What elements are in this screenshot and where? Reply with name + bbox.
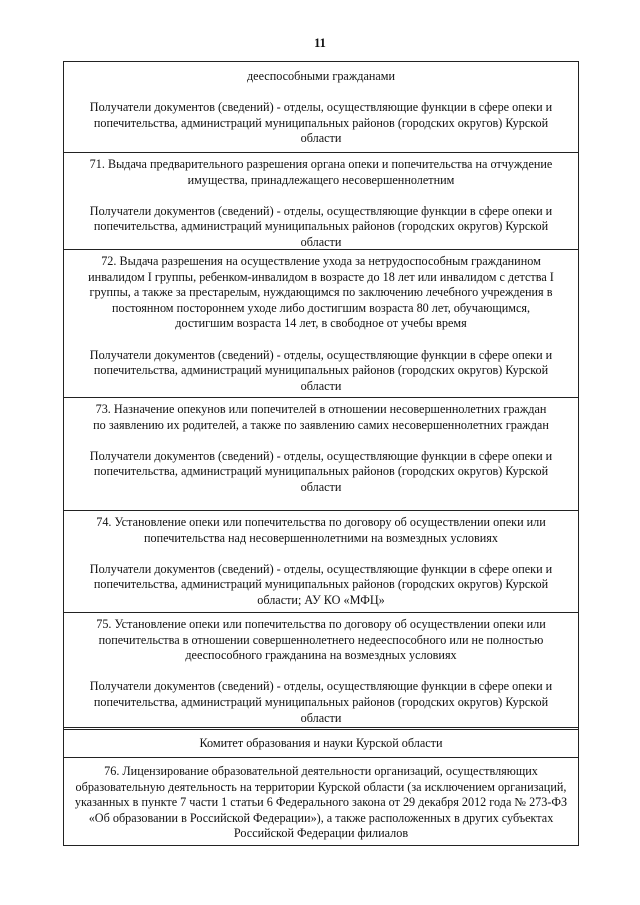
table-row xyxy=(64,62,578,153)
recipients-text: Получатели документов (сведений) - отделы, осуществляющие функции в сфере опеки и попечительства, администраций муниципальных районов (городских округов) Курской области xyxy=(89,203,553,249)
recipients-text: Получатели документов (сведений) - отделы, осуществляющие функции в сфере опеки и попечительства, администраций муниципальных районов (городских округов) Курской области xyxy=(89,100,553,146)
recipients-text: Получатели документов (сведений) - отделы, осуществляющие функции в сфере опеки и попечительства, администраций муниципальных районов (городских округов) Курской области xyxy=(89,679,553,725)
recipients-text: Получатели документов (сведений) - отделы, осуществляющие функции в сфере опеки и попечительства, администраций муниципальных районов (городских округов) Курской области; АУ КО «МФЦ» xyxy=(89,561,553,607)
section-heading-row xyxy=(64,730,578,758)
table-row xyxy=(64,613,578,730)
service-title: 74. Установление опеки или попечительства по договору об осуществлении опеки или попечительства над несовершеннолетними на возмездных условиях xyxy=(96,515,546,545)
service-title: 73. Назначение опекунов или попечителей в отношении несовершеннолетних граждан по заявлению их родителей, а также по заявлению самих несовершеннолетних граждан xyxy=(93,402,549,432)
services-table xyxy=(63,61,579,846)
table-row xyxy=(64,153,578,250)
table-row xyxy=(64,758,578,846)
table-row xyxy=(64,511,578,613)
table-row xyxy=(64,398,578,511)
section-heading: Комитет образования и науки Курской области xyxy=(199,736,443,750)
service-title: 75. Установление опеки или попечительства по договору об осуществлении опеки или попечительства в отношении совершеннолетнего недееспособного или не полностью дееспособного гражданина на возмездных условиях xyxy=(96,617,546,663)
service-title: 71. Выдача предварительного разрешения органа опеки и попечительства на отчуждение имущества, принадлежащего несовершеннолетним xyxy=(89,157,553,187)
table-row xyxy=(64,250,578,398)
service-title: 76. Лицензирование образовательной деятельности организаций, осуществляющих образовательную деятельность на территории Курской области (за исключением организаций, указанных в пункте 7 части 1 статьи 6 Федерального закона от 29 декабря 2012 года № 273-ФЗ «Об образовании в Российской Федерации»), а также расположенных в других субъектах Российской Федерации филиалов xyxy=(74,764,568,841)
page-number: 11 xyxy=(314,36,326,50)
service-title: дееспособными гражданами xyxy=(246,69,396,83)
service-title: 72. Выдача разрешения на осуществление ухода за нетрудоспособным гражданином инвалидом I группы, ребенком-инвалидом в возрасте до 18 лет или инвалидом с детства I группы, а также за престарелым, нуждающимся по заключению лечебного учреждения в постоянном постороннем уходе либо достигшим возраста 80 лет, обучающимся, достигшим возраста 14 лет, в свободное от учебы время xyxy=(88,254,554,331)
recipients-text: Получатели документов (сведений) - отделы, осуществляющие функции в сфере опеки и попечительства, администраций муниципальных районов (городских округов) Курской области xyxy=(89,448,553,494)
recipients-text: Получатели документов (сведений) - отделы, осуществляющие функции в сфере опеки и попечительства, администраций муниципальных районов (городских округов) Курской области xyxy=(89,347,553,393)
